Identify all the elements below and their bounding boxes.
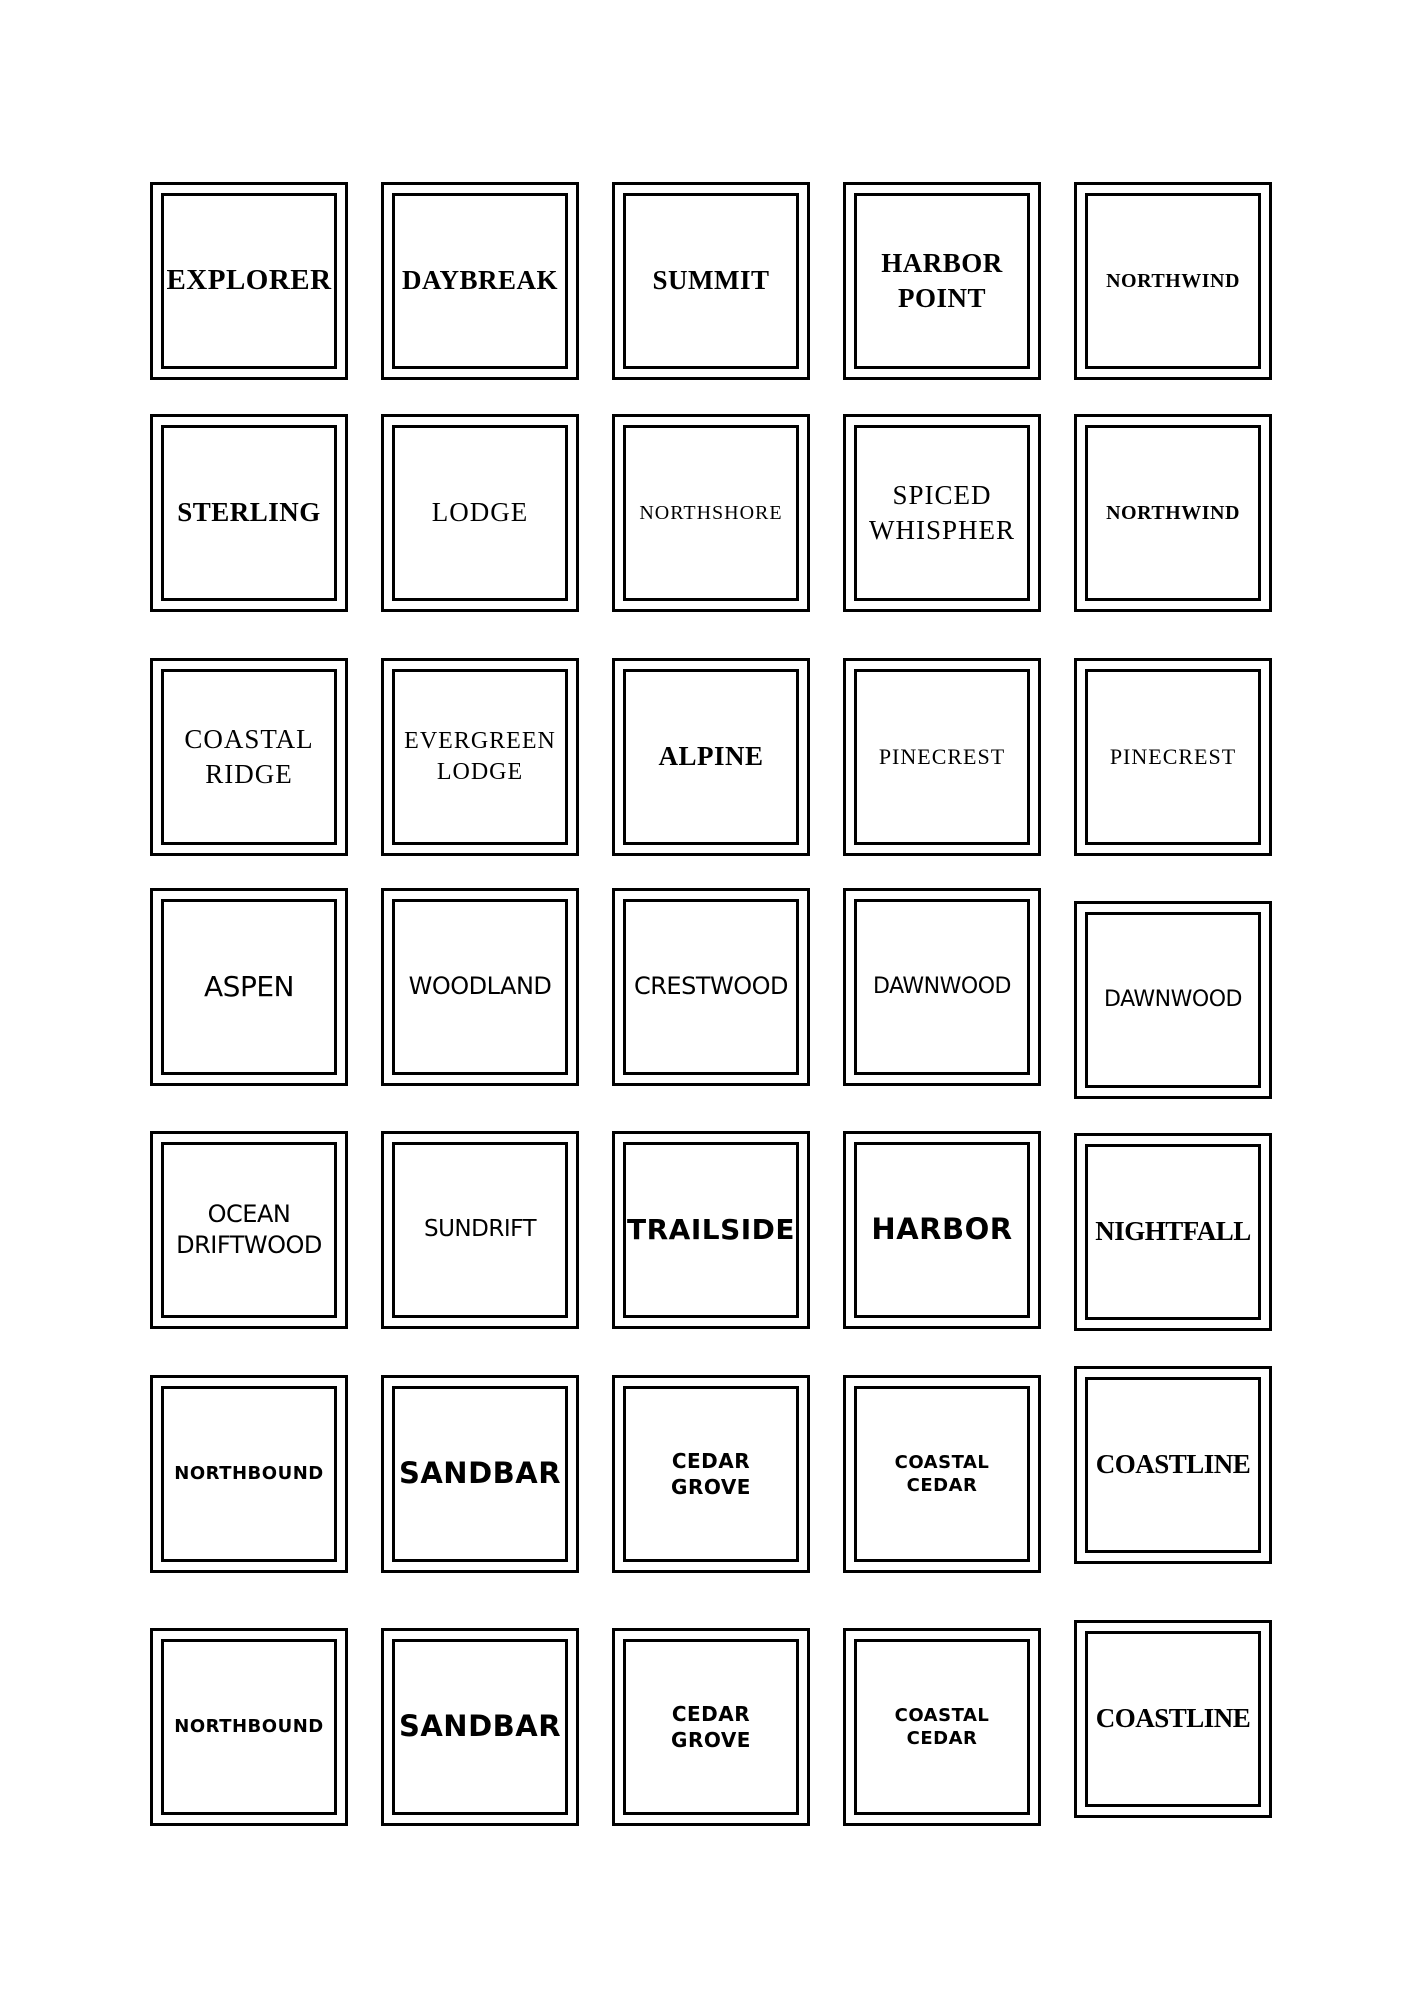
- label-inner-frame: [1085, 1377, 1261, 1553]
- label-inner-frame: [1085, 912, 1261, 1088]
- label-text: SUNDRIFT: [424, 1216, 536, 1243]
- label-inner-frame: [854, 193, 1030, 369]
- label-text: PINECREST: [878, 743, 1006, 769]
- label-inner-frame: [623, 1639, 799, 1815]
- label-text: SPICED WHISPHER: [868, 479, 1015, 545]
- label-card: [843, 1131, 1041, 1329]
- label-text: COASTAL RIDGE: [184, 723, 314, 789]
- label-card: [843, 658, 1041, 856]
- label-inner-frame: [1085, 193, 1261, 369]
- label-card: [1074, 901, 1272, 1099]
- label-text: STERLING: [177, 497, 321, 528]
- label-text: CEDAR GROVE: [671, 1702, 751, 1752]
- label-card: [381, 1375, 579, 1573]
- label-card: [150, 182, 348, 380]
- label-text: HARBOR POINT: [881, 247, 1003, 313]
- label-text: DAWNWOOD: [1104, 986, 1242, 1012]
- label-card: [843, 1375, 1041, 1573]
- label-text: SANDBAR: [398, 1456, 562, 1491]
- label-inner-frame: [392, 1386, 568, 1562]
- label-text: EXPLORER: [166, 264, 332, 297]
- label-text: ASPEN: [204, 969, 294, 1003]
- label-card: [1074, 1133, 1272, 1331]
- label-card: [612, 1628, 810, 1826]
- label-inner-frame: [854, 899, 1030, 1075]
- label-text: COASTAL CEDAR: [894, 1704, 990, 1749]
- label-inner-frame: [854, 1386, 1030, 1562]
- label-text: SANDBAR: [398, 1709, 562, 1744]
- label-inner-frame: [161, 1639, 337, 1815]
- label-card: [381, 888, 579, 1086]
- label-card: [381, 414, 579, 612]
- label-card: [843, 182, 1041, 380]
- label-inner-frame: [623, 425, 799, 601]
- label-card: [612, 182, 810, 380]
- label-inner-frame: [161, 1386, 337, 1562]
- label-inner-frame: [1085, 425, 1261, 601]
- label-inner-frame: [854, 669, 1030, 845]
- label-card: [1074, 414, 1272, 612]
- label-card: [843, 888, 1041, 1086]
- label-card: [843, 1628, 1041, 1826]
- label-inner-frame: [623, 1386, 799, 1562]
- label-text: PINECREST: [1109, 743, 1237, 769]
- label-card: [381, 1628, 579, 1826]
- label-inner-frame: [1085, 1631, 1261, 1807]
- label-inner-frame: [161, 899, 337, 1075]
- label-inner-frame: [392, 193, 568, 369]
- label-card: [843, 414, 1041, 612]
- label-card: [1074, 1366, 1272, 1564]
- label-inner-frame: [161, 1142, 337, 1318]
- label-inner-frame: [161, 669, 337, 845]
- label-inner-frame: [392, 425, 568, 601]
- label-inner-frame: [854, 1639, 1030, 1815]
- label-card: [381, 1131, 579, 1329]
- label-inner-frame: [1085, 669, 1261, 845]
- label-card: [150, 414, 348, 612]
- label-inner-frame: [161, 193, 337, 369]
- label-text: CEDAR GROVE: [671, 1449, 751, 1499]
- label-inner-frame: [623, 1142, 799, 1318]
- label-text: COASTLINE: [1095, 1703, 1251, 1734]
- label-card: [612, 1131, 810, 1329]
- label-inner-frame: [854, 1142, 1030, 1318]
- label-card: [612, 1375, 810, 1573]
- label-card: [612, 658, 810, 856]
- label-inner-frame: [854, 425, 1030, 601]
- label-text: NORTHSHORE: [639, 502, 783, 524]
- label-inner-frame: [623, 193, 799, 369]
- label-inner-frame: [1085, 1144, 1261, 1320]
- label-text: LODGE: [431, 497, 529, 528]
- label-card: [612, 888, 810, 1086]
- label-text: NORTHBOUND: [174, 1463, 324, 1485]
- label-card: [612, 414, 810, 612]
- label-text: NIGHTFALL: [1095, 1216, 1251, 1247]
- label-card: [150, 1628, 348, 1826]
- label-inner-frame: [161, 425, 337, 601]
- label-text: SUMMIT: [652, 265, 770, 296]
- label-text: CRESTWOOD: [634, 972, 788, 1001]
- label-card: [150, 1131, 348, 1329]
- label-inner-frame: [623, 899, 799, 1075]
- label-card: [1074, 1620, 1272, 1818]
- label-text: HARBOR: [871, 1212, 1013, 1247]
- label-inner-frame: [392, 1639, 568, 1815]
- label-card: [150, 1375, 348, 1573]
- label-inner-frame: [392, 899, 568, 1075]
- label-card: [1074, 658, 1272, 856]
- label-text: WOODLAND: [408, 972, 552, 1001]
- label-card: [1074, 182, 1272, 380]
- label-text: DAWNWOOD: [873, 973, 1011, 999]
- label-card: [381, 182, 579, 380]
- label-card: [150, 888, 348, 1086]
- label-text: NORTHWIND: [1106, 502, 1240, 524]
- label-text: TRAILSIDE: [626, 1212, 796, 1246]
- label-text: OCEAN DRIFTWOOD: [176, 1199, 322, 1259]
- label-card: [150, 658, 348, 856]
- label-text: NORTHBOUND: [174, 1716, 324, 1738]
- label-inner-frame: [623, 669, 799, 845]
- label-inner-frame: [392, 669, 568, 845]
- label-text: COASTLINE: [1095, 1449, 1251, 1480]
- label-text: NORTHWIND: [1106, 270, 1240, 292]
- label-text: DAYBREAK: [401, 265, 559, 296]
- label-text: COASTAL CEDAR: [894, 1451, 990, 1496]
- label-inner-frame: [392, 1142, 568, 1318]
- label-text: ALPINE: [658, 741, 764, 772]
- label-card: [381, 658, 579, 856]
- label-text: EVERGREEN LODGE: [404, 727, 556, 785]
